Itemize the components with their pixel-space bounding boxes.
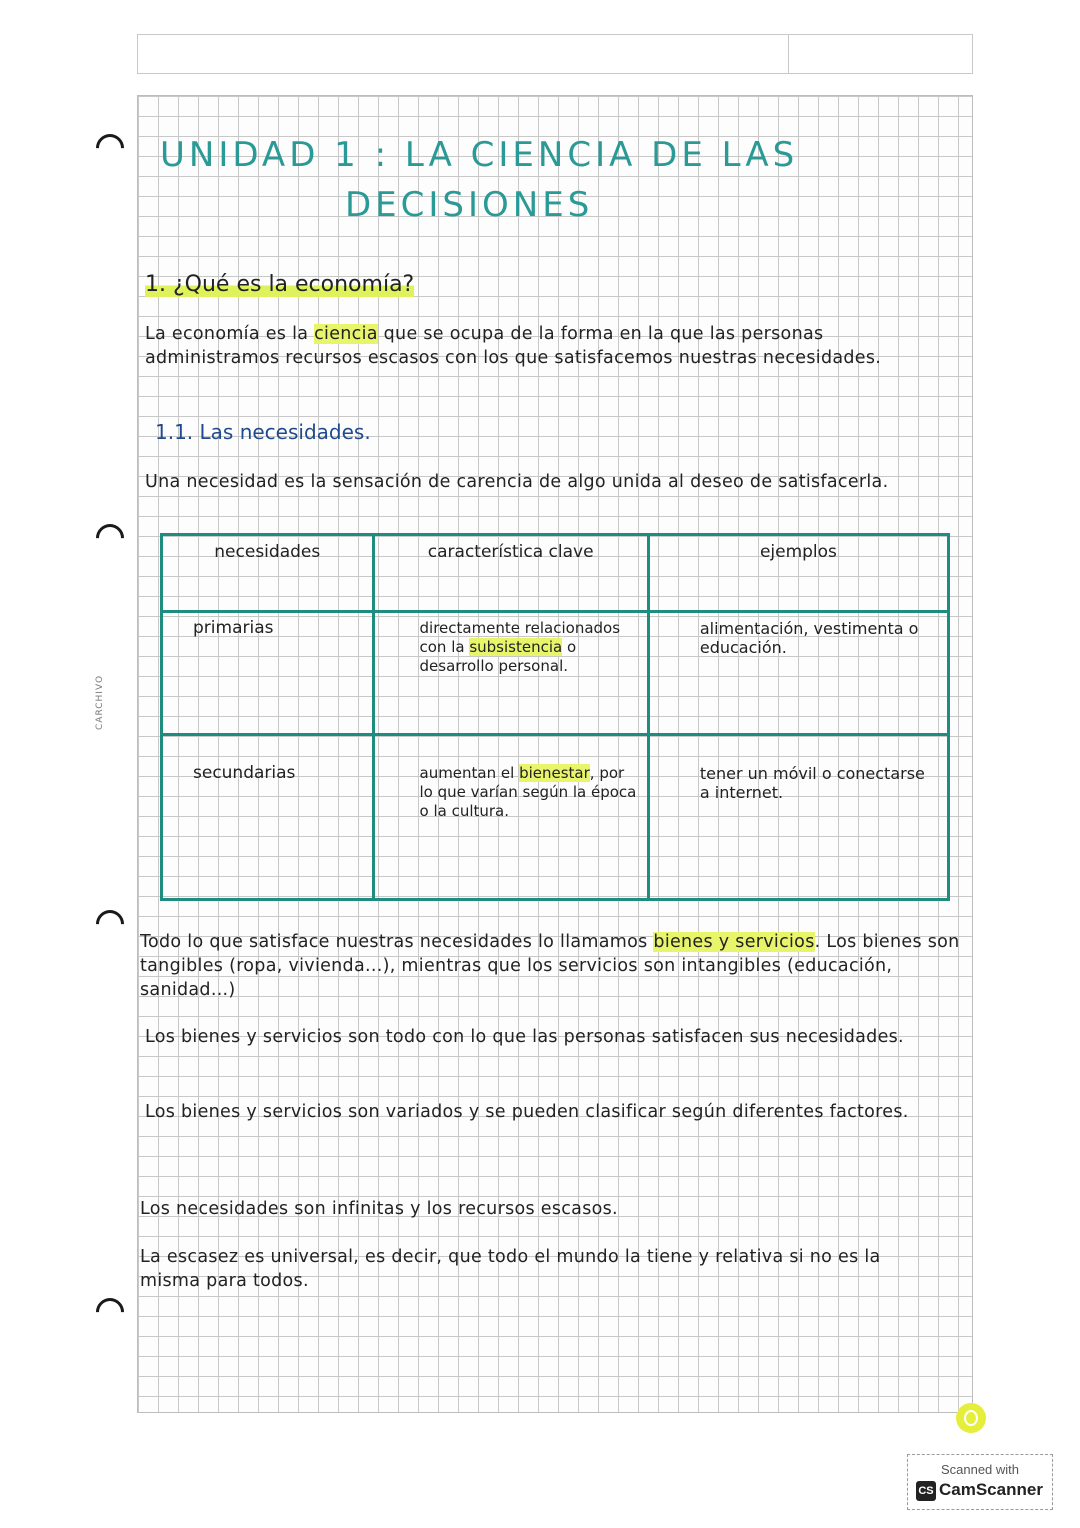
- table-cell-need: primarias: [162, 612, 374, 735]
- goods-paragraph: [140, 930, 975, 1002]
- feature-text-start: aumentan el: [419, 764, 520, 782]
- table-cell-examples: alimentación, vestimenta o educación.: [648, 612, 948, 735]
- section-heading: [145, 272, 414, 297]
- scanner-brand: [916, 1480, 1043, 1501]
- page-title-line2: DECISIONES: [345, 185, 594, 225]
- binder-ring-icon: [90, 904, 130, 944]
- page-title-line1: UNIDAD 1 : LA CIENCIA DE LAS: [160, 135, 799, 175]
- table-header: característica clave: [373, 535, 648, 612]
- binder-ring-icon: [90, 518, 130, 558]
- needs-table: [160, 533, 950, 901]
- camscanner-logo-icon: CS: [916, 1481, 936, 1501]
- goods-classify-paragraph: Los bienes y servicios son variados y se pueden clasificar según diferentes factores.: [145, 1102, 909, 1122]
- feature-highlight: bienestar: [519, 764, 590, 782]
- table-header: ejemplos: [648, 535, 948, 612]
- goods-satisfy-paragraph: Los bienes y servicios son todo con lo que las personas satisfacen sus necesidades.: [145, 1027, 904, 1047]
- definition-highlight: ciencia: [314, 324, 378, 344]
- feature-text-start: directamente relacionados con la: [419, 619, 621, 656]
- header-divider: [788, 35, 789, 73]
- goods-highlight: bienes y servicios: [653, 932, 815, 952]
- feature-text-end: , por lo que varían según la época o la cultura.: [419, 764, 637, 820]
- economy-definition: [145, 322, 915, 370]
- watermark: CARCHIVO: [95, 674, 105, 730]
- scarcity-paragraph: La escasez es universal, es decir, que todo el mundo la tiene y relativa si no es la misma para todos.: [140, 1247, 881, 1291]
- scanner-stamp: [907, 1454, 1053, 1510]
- table-row: [162, 735, 949, 900]
- scanner-brand-name: CamScanner: [939, 1480, 1043, 1499]
- goods-text-start: Todo lo que satisface nuestras necesidades lo llamamos: [140, 932, 654, 952]
- scanner-caption: Scanned with: [940, 1462, 1020, 1477]
- table-cell-feature: [373, 612, 648, 735]
- table-cell-need: secundarias: [162, 735, 374, 900]
- feature-highlight: subsistencia: [469, 638, 563, 656]
- needs-infinite-paragraph: Los necesidades son infinitas y los recursos escasos.: [140, 1199, 618, 1219]
- feature-text-end: o desarrollo personal.: [419, 638, 577, 675]
- goods-text-end: . Los bienes son tangibles (ropa, vivienda...), mientras que los servicios son intangibles (educación, sanidad...): [140, 932, 960, 1000]
- header-box: [137, 34, 973, 74]
- table-row: [162, 612, 949, 735]
- definition-text-start: La economía es la: [145, 324, 315, 344]
- logo-badge-icon: [956, 1403, 986, 1433]
- definition-text-end: que se ocupa de la forma en la que las personas administramos recursos escasos con los que satisfacemos nuestras necesidades.: [145, 324, 882, 368]
- subsection-heading: 1.1. Las necesidades.: [155, 420, 371, 444]
- table-cell-examples: tener un móvil o conectarse a internet.: [648, 735, 948, 900]
- table-header-row: [162, 535, 949, 612]
- table-cell-feature: [373, 735, 648, 900]
- binder-ring-icon: [90, 1292, 130, 1332]
- section-heading-text: 1. ¿Qué es la economía?: [145, 272, 415, 297]
- need-definition: Una necesidad es la sensación de carencia de algo unida al deseo de satisfacerla.: [145, 472, 889, 492]
- binder-ring-icon: [90, 128, 130, 168]
- table-header: necesidades: [162, 535, 374, 612]
